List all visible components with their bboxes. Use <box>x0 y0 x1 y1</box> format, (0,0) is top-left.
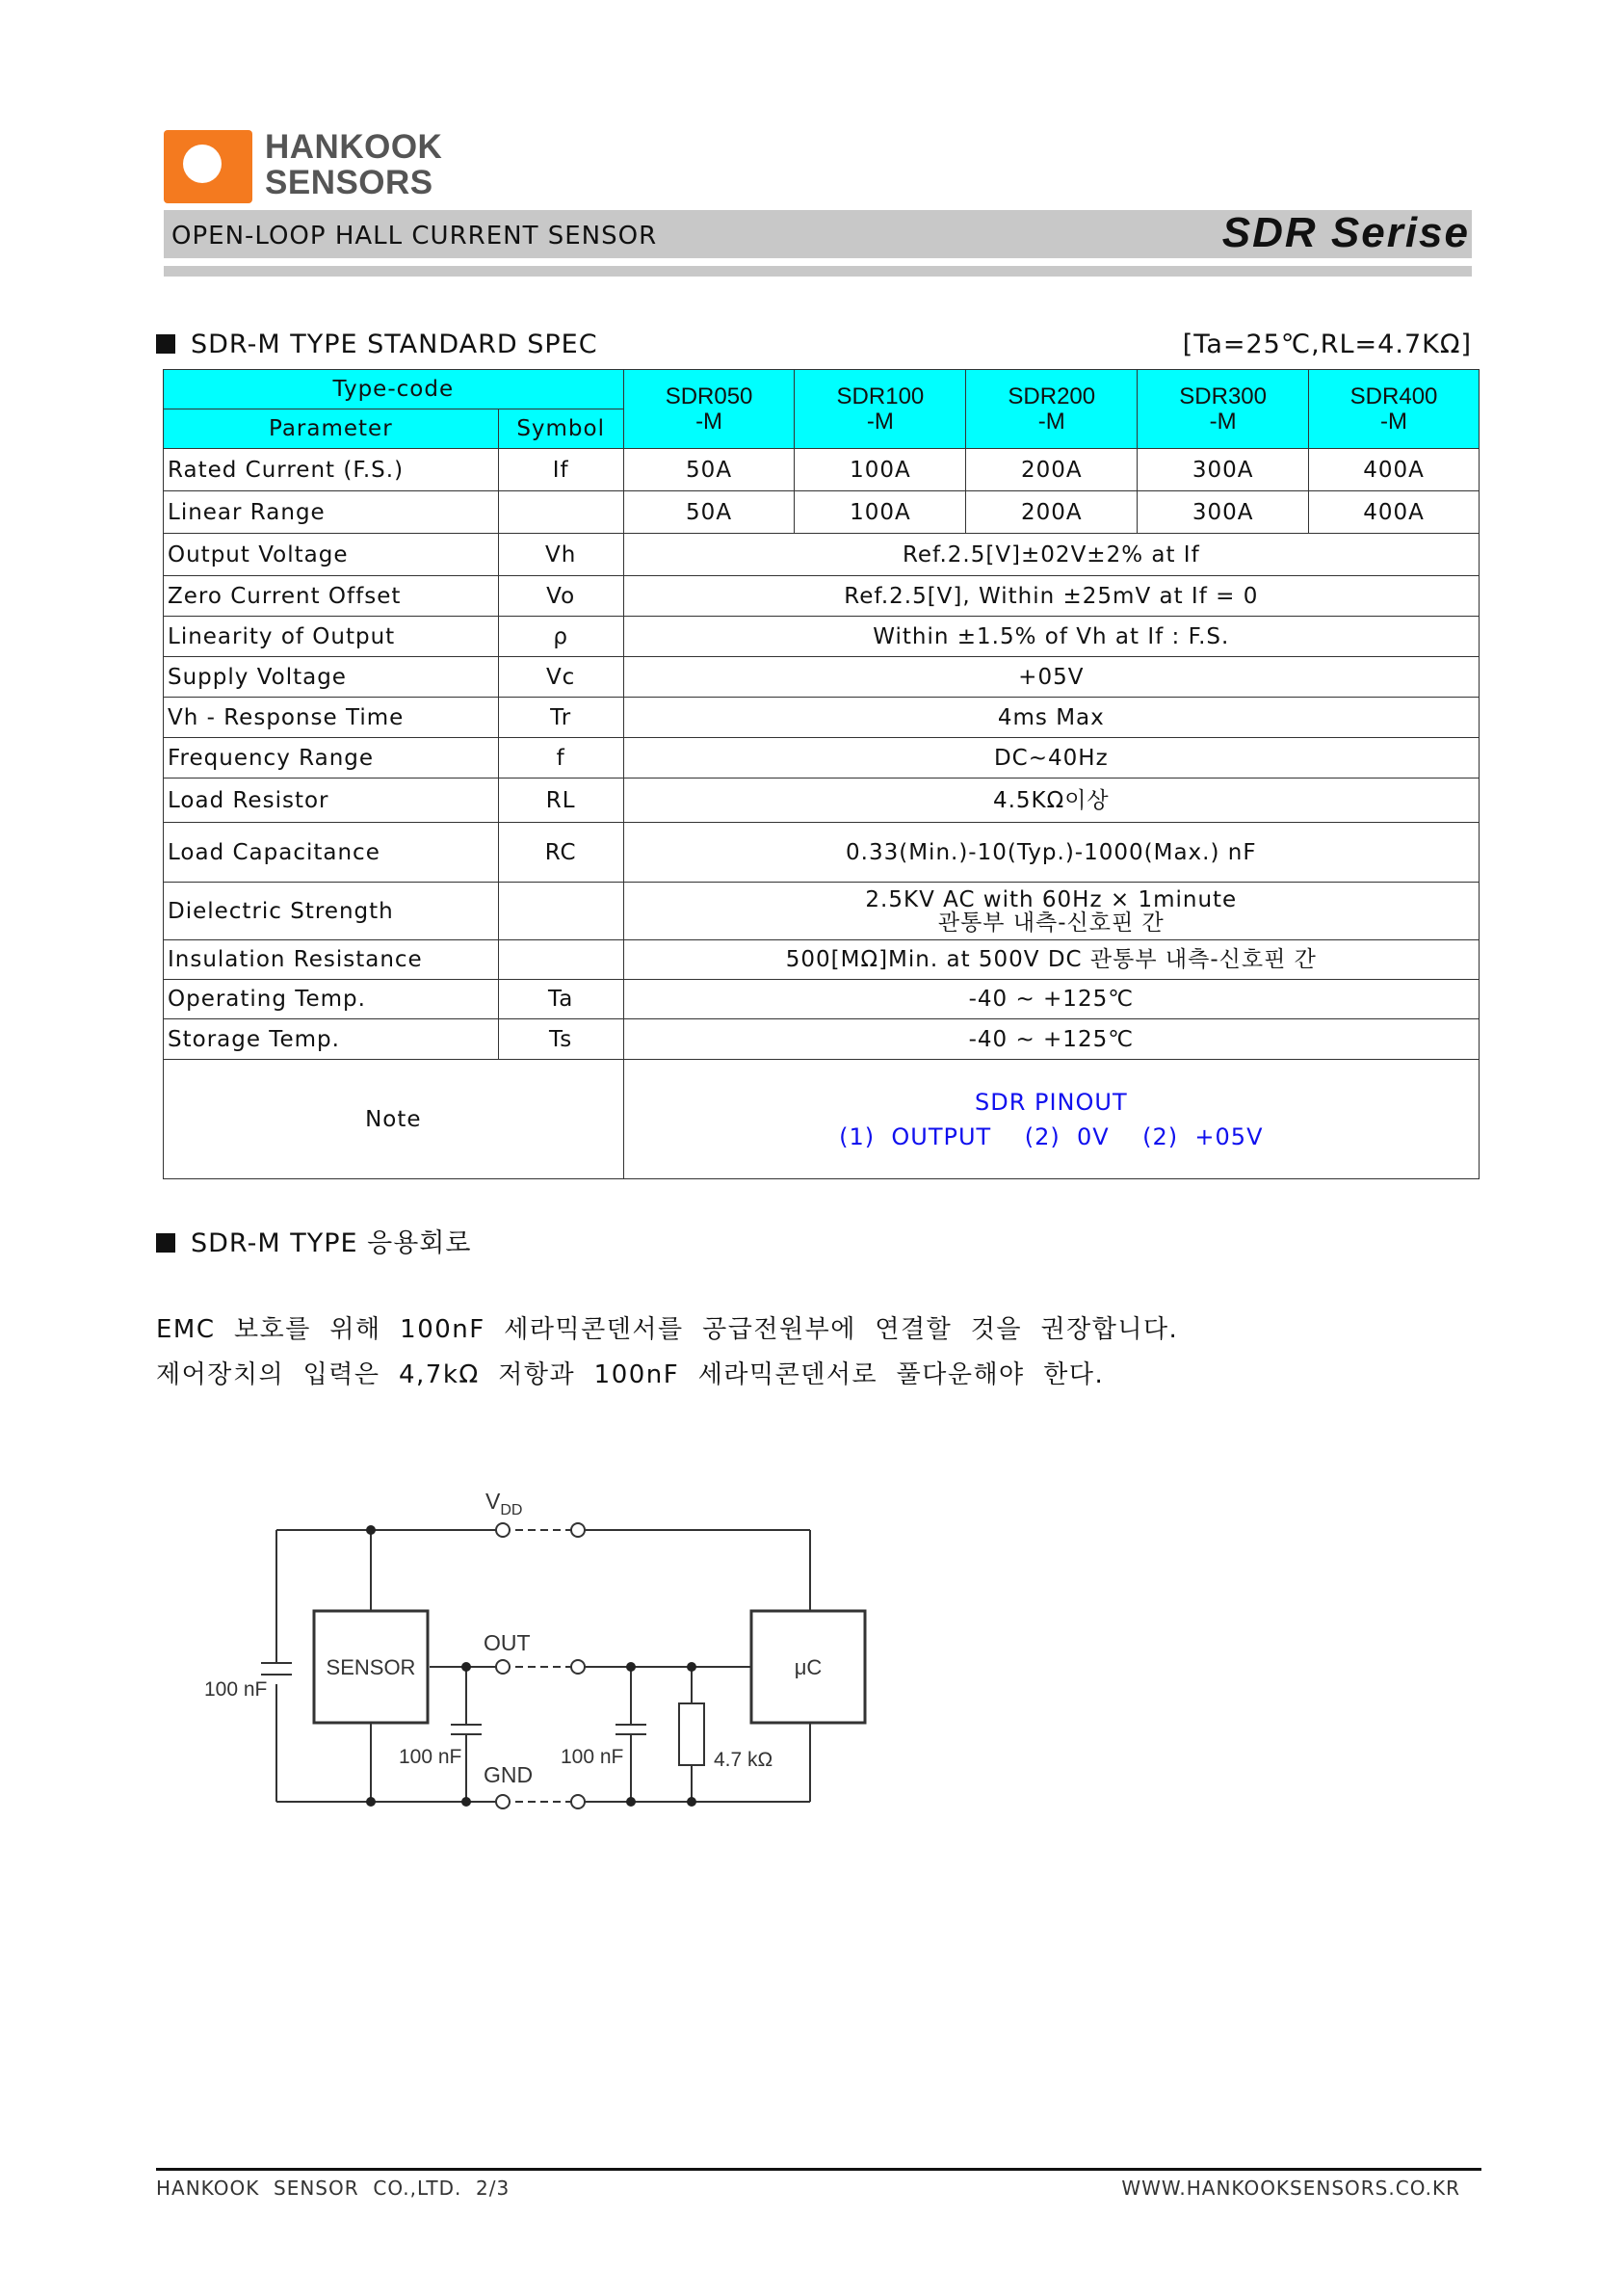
table-row <box>164 823 1480 883</box>
param-cell: Zero Current Offset <box>164 576 499 617</box>
value-cell: Ref.2.5[V], Within ±25mV at If = 0 <box>623 576 1479 617</box>
vdd-label: $V_{DD}$ <box>485 1489 523 1518</box>
value-cell: 4ms Max <box>623 698 1479 738</box>
footer-company: HANKOOK SENSOR CO.,LTD. 2/3 <box>156 2177 511 2200</box>
bullet-square-icon <box>156 334 175 354</box>
value-cell: -40 ~ +125℃ <box>623 980 1479 1019</box>
series-title: SDR Serise <box>1221 209 1470 256</box>
model-name: SDR300 <box>1179 383 1267 409</box>
table-row <box>164 980 1480 1019</box>
note-label: Note <box>164 1060 624 1179</box>
logo-dot-icon <box>183 145 222 183</box>
table-row <box>164 534 1480 576</box>
symbol-cell: RC <box>498 823 623 883</box>
symbol-cell: Vc <box>498 657 623 698</box>
value-cell: 300A <box>1138 449 1309 491</box>
out-label: OUT <box>484 1630 531 1655</box>
uc-label: μC <box>794 1655 823 1679</box>
app-paragraph-1: EMC 보호를 위해 100nF 세라믹콘덴서를 공급전원부에 연결할 것을 권장합니다. <box>156 1315 1179 1344</box>
value-cell: 50A <box>623 491 795 534</box>
param-cell: Output Voltage <box>164 534 499 576</box>
note-cell <box>623 1060 1479 1179</box>
model-suffix: -M <box>1209 408 1237 435</box>
table-row <box>164 738 1480 779</box>
model-suffix: -M <box>695 408 723 435</box>
model-suffix: -M <box>1380 408 1408 435</box>
param-cell: Vh - Response Time <box>164 698 499 738</box>
resistor-label: 4.7 kΩ <box>714 1749 773 1771</box>
model-header <box>1309 370 1480 449</box>
value-cell: -40 ~ +125℃ <box>623 1019 1479 1060</box>
param-cell: Rated Current (F.S.) <box>164 449 499 491</box>
symbol-cell: Ts <box>498 1019 623 1060</box>
model-header <box>623 370 795 449</box>
app-section-title: SDR-M TYPE 응용회로 <box>191 1228 472 1258</box>
document-subtitle: OPEN-LOOP HALL CURRENT SENSOR <box>171 222 658 251</box>
parameter-header: Parameter <box>164 409 499 449</box>
param-cell: Supply Voltage <box>164 657 499 698</box>
app-paragraph-2: 제어장치의 입력은 4,7kΩ 저항과 100nF 세라믹콘덴서로 풀다운해야 한다. <box>156 1360 1105 1389</box>
param-cell: Dielectric Strength <box>164 883 499 940</box>
param-cell: Load Capacitance <box>164 823 499 883</box>
symbol-cell: Tr <box>498 698 623 738</box>
pinout-title: SDR PINOUT <box>974 1088 1128 1116</box>
model-name: SDR100 <box>836 383 925 409</box>
symbol-cell <box>498 883 623 940</box>
value-cell: DC~40Hz <box>623 738 1479 779</box>
table-row <box>164 576 1480 617</box>
param-cell: Linear Range <box>164 491 499 534</box>
footer-website: WWW.HANKOOKSENSORS.CO.KR <box>1121 2177 1460 2200</box>
param-cell: Insulation Resistance <box>164 940 499 980</box>
value-cell: 200A <box>966 491 1138 534</box>
value-cell: +05V <box>623 657 1479 698</box>
value-cell: 100A <box>795 449 966 491</box>
header-rule <box>164 266 1472 277</box>
app-section-heading <box>156 1227 471 1260</box>
brand-line-2: SENSORS <box>265 164 433 201</box>
value-cell: 200A <box>966 449 1138 491</box>
table-row <box>164 698 1480 738</box>
table-header-row <box>164 370 1480 409</box>
symbol-cell: Ta <box>498 980 623 1019</box>
model-name: SDR050 <box>665 383 753 409</box>
model-name: SDR400 <box>1349 383 1438 409</box>
symbol-cell <box>498 940 623 980</box>
model-header <box>795 370 966 449</box>
param-cell: Load Resistor <box>164 779 499 823</box>
value-cell: 400A <box>1309 449 1480 491</box>
value-cell: 500[MΩ]Min. at 500V DC 관통부 내측-신호핀 간 <box>623 940 1479 980</box>
value-cell: 0.33(Min.)-10(Typ.)-1000(Max.) nF <box>623 823 1479 883</box>
value-cell: 400A <box>1309 491 1480 534</box>
symbol-cell: f <box>498 738 623 779</box>
brand-logo-text <box>265 129 442 200</box>
cap-right-label: 100 nF <box>561 1746 624 1768</box>
spec-section-heading <box>156 329 598 361</box>
model-name: SDR200 <box>1008 383 1096 409</box>
param-cell: Linearity of Output <box>164 617 499 657</box>
table-row <box>164 449 1480 491</box>
model-header <box>966 370 1138 449</box>
type-code-header: Type-code <box>164 370 624 409</box>
table-row <box>164 1019 1480 1060</box>
symbol-cell: Vh <box>498 534 623 576</box>
symbol-cell: RL <box>498 779 623 823</box>
spec-section-title: SDR-M TYPE STANDARD SPEC <box>191 330 598 359</box>
application-circuit-diagram <box>193 1474 886 1831</box>
param-cell: Frequency Range <box>164 738 499 779</box>
table-row <box>164 491 1480 534</box>
spec-conditions: [Ta=25℃,RL=4.7KΩ] <box>1182 330 1472 359</box>
value-cell: 100A <box>795 491 966 534</box>
cap-left-label: 100 nF <box>204 1678 268 1701</box>
symbol-cell <box>498 491 623 534</box>
param-cell: Storage Temp. <box>164 1019 499 1060</box>
model-suffix: -M <box>866 408 894 435</box>
spec-table <box>163 369 1480 1179</box>
symbol-cell: If <box>498 449 623 491</box>
table-row <box>164 617 1480 657</box>
table-row <box>164 657 1480 698</box>
dielectric-line-1: 2.5KV AC with 60Hz × 1minute <box>865 886 1238 912</box>
table-row <box>164 779 1480 823</box>
symbol-cell: Vo <box>498 576 623 617</box>
value-cell: 4.5KΩ이상 <box>623 779 1479 823</box>
model-suffix: -M <box>1037 408 1065 435</box>
table-row <box>164 1060 1480 1179</box>
brand-line-1: HANKOOK <box>265 128 443 166</box>
pinout-line: (1) OUTPUT (2) 0V (2) +05V <box>839 1122 1264 1150</box>
symbol-cell: ρ <box>498 617 623 657</box>
value-cell: Within ±1.5% of Vh at If : F.S. <box>623 617 1479 657</box>
value-cell: 300A <box>1138 491 1309 534</box>
gnd-label: GND <box>484 1762 534 1787</box>
footer-rule <box>156 2168 1481 2171</box>
dielectric-line-2: 관통부 내측-신호핀 간 <box>937 910 1165 936</box>
model-header <box>1138 370 1309 449</box>
value-cell: Ref.2.5[V]±02V±2% at If <box>623 534 1479 576</box>
value-cell: 50A <box>623 449 795 491</box>
value-cell <box>623 883 1479 940</box>
table-row <box>164 940 1480 980</box>
bullet-square-icon <box>156 1233 175 1253</box>
sensor-label: SENSOR <box>326 1655 416 1679</box>
param-cell: Operating Temp. <box>164 980 499 1019</box>
table-row <box>164 883 1480 940</box>
cap-mid-label: 100 nF <box>399 1746 462 1768</box>
symbol-header: Symbol <box>498 409 623 449</box>
